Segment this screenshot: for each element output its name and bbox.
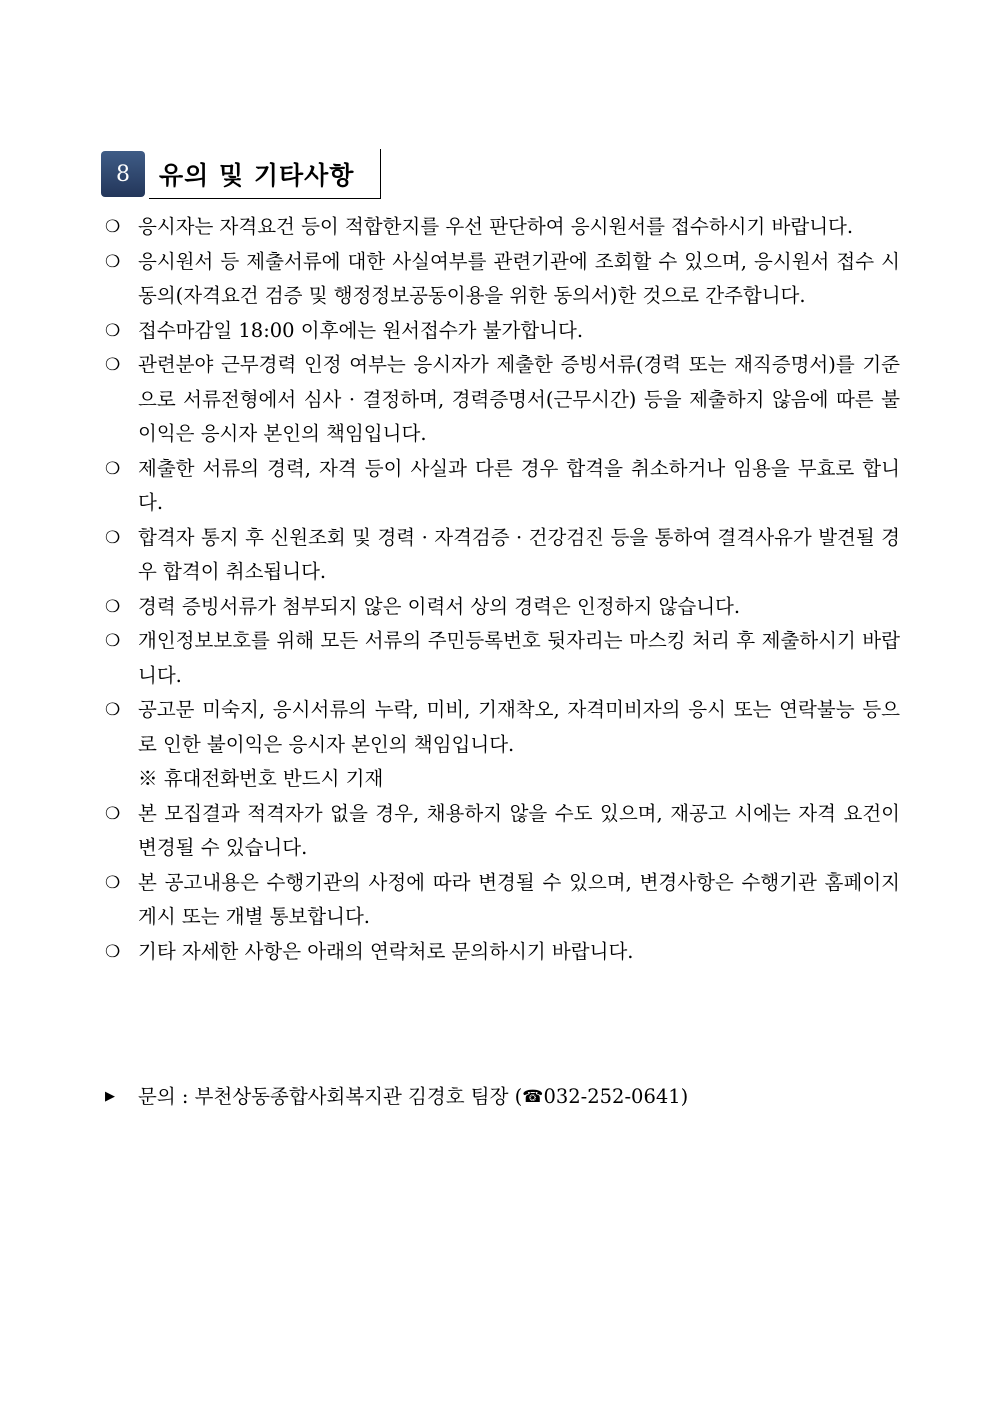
list-item bbox=[105, 521, 900, 590]
note-text: 경력 증빙서류가 첨부되지 않은 이력서 상의 경력은 인정하지 않습니다. bbox=[138, 594, 741, 618]
list-item bbox=[105, 693, 900, 797]
list-item bbox=[105, 866, 900, 935]
circle-bullet-icon: ❍ bbox=[105, 251, 121, 272]
list-item bbox=[105, 797, 900, 866]
note-text: 응시원서 등 제출서류에 대한 사실여부를 관련기관에 조회할 수 있으며, 응시원서 접수 시 동의(자격요건 검증 및 행정정보공동이용을 위한 동의서)한 것으로 간주합니다. bbox=[138, 249, 900, 307]
note-text: 접수마감일 18:00 이후에는 원서접수가 불가합니다. bbox=[138, 318, 584, 342]
circle-bullet-icon: ❍ bbox=[105, 631, 121, 651]
section-number-badge: 8 bbox=[101, 151, 145, 197]
list-item bbox=[105, 348, 900, 452]
list-item bbox=[105, 245, 900, 314]
contact-text: 문의 : 부천상동종합사회복지관 김경호 팀장 ( bbox=[138, 1085, 523, 1108]
circle-bullet-icon: ❍ bbox=[105, 527, 121, 548]
contact-line bbox=[105, 1080, 688, 1114]
note-text: 응시자는 자격요건 등이 적합한지를 우선 판단하여 응시원서를 접수하시기 바랍니다. bbox=[138, 215, 854, 238]
telephone-icon: ☎ bbox=[522, 1087, 544, 1107]
note-text-with-subnote bbox=[138, 693, 900, 797]
circle-bullet-icon: ❍ bbox=[105, 700, 121, 720]
circle-bullet-icon: ❍ bbox=[105, 872, 121, 893]
note-text: 공고문 미숙지, 응시서류의 누락, 미비, 기재착오, 자격미비자의 응시 또는 연락불능 등으로 인한 불이익은 응시자 본인의 책임입니다. bbox=[138, 698, 900, 756]
note-text: 합격자 통지 후 신원조회 및 경력 · 자격검증 · 건강검진 등을 통하여 결격사유가 발견될 경우 합격이 취소됩니다. bbox=[138, 525, 900, 583]
circle-bullet-icon: ❍ bbox=[105, 803, 121, 824]
circle-bullet-icon: ❍ bbox=[105, 458, 121, 479]
contact-phone: 032-252-0641) bbox=[543, 1085, 689, 1108]
list-item bbox=[105, 935, 900, 970]
circle-bullet-icon: ❍ bbox=[105, 941, 121, 962]
list-item bbox=[105, 452, 900, 521]
section-title: 유의 및 기타사항 bbox=[149, 149, 381, 199]
notes-list bbox=[105, 210, 900, 969]
note-text: 기타 자세한 사항은 아래의 연락처로 문의하시기 바랍니다. bbox=[138, 939, 634, 963]
phone-note: ※ 휴대전화번호 반드시 기재 bbox=[138, 767, 384, 790]
note-text: 본 공고내용은 수행기관의 사정에 따라 변경될 수 있으며, 변경사항은 수행기관 홈페이지 게시 또는 개별 통보합니다. bbox=[138, 870, 900, 928]
circle-bullet-icon: ❍ bbox=[105, 355, 121, 375]
circle-bullet-icon: ❍ bbox=[105, 217, 121, 237]
section-header bbox=[101, 149, 381, 199]
list-item bbox=[105, 624, 900, 693]
circle-bullet-icon: ❍ bbox=[105, 320, 121, 341]
note-text: 제출한 서류의 경력, 자격 등이 사실과 다른 경우 합격을 취소하거나 임용을 무효로 합니다. bbox=[138, 456, 900, 514]
note-text: 본 모집결과 적격자가 없을 경우, 채용하지 않을 수도 있으며, 재공고 시에는 자격 요건이 변경될 수 있습니다. bbox=[138, 801, 900, 859]
list-item bbox=[105, 314, 900, 349]
note-text: 개인정보보호를 위해 모든 서류의 주민등록번호 뒷자리는 마스킹 처리 후 제출하시기 바랍니다. bbox=[138, 629, 900, 687]
note-text: 관련분야 근무경력 인정 여부는 응시자가 제출한 증빙서류(경력 또는 재직증명서)를 기준으로 서류전형에서 심사 · 결정하며, 경력증명서(근무시간) 등을 제출하지 않음에 따른 불이익은 응시자 본인의 책임입니다. bbox=[138, 353, 900, 445]
list-item bbox=[105, 590, 900, 625]
arrow-right-icon: ▶ bbox=[105, 1089, 115, 1104]
circle-bullet-icon: ❍ bbox=[105, 596, 121, 617]
list-item bbox=[105, 210, 900, 245]
